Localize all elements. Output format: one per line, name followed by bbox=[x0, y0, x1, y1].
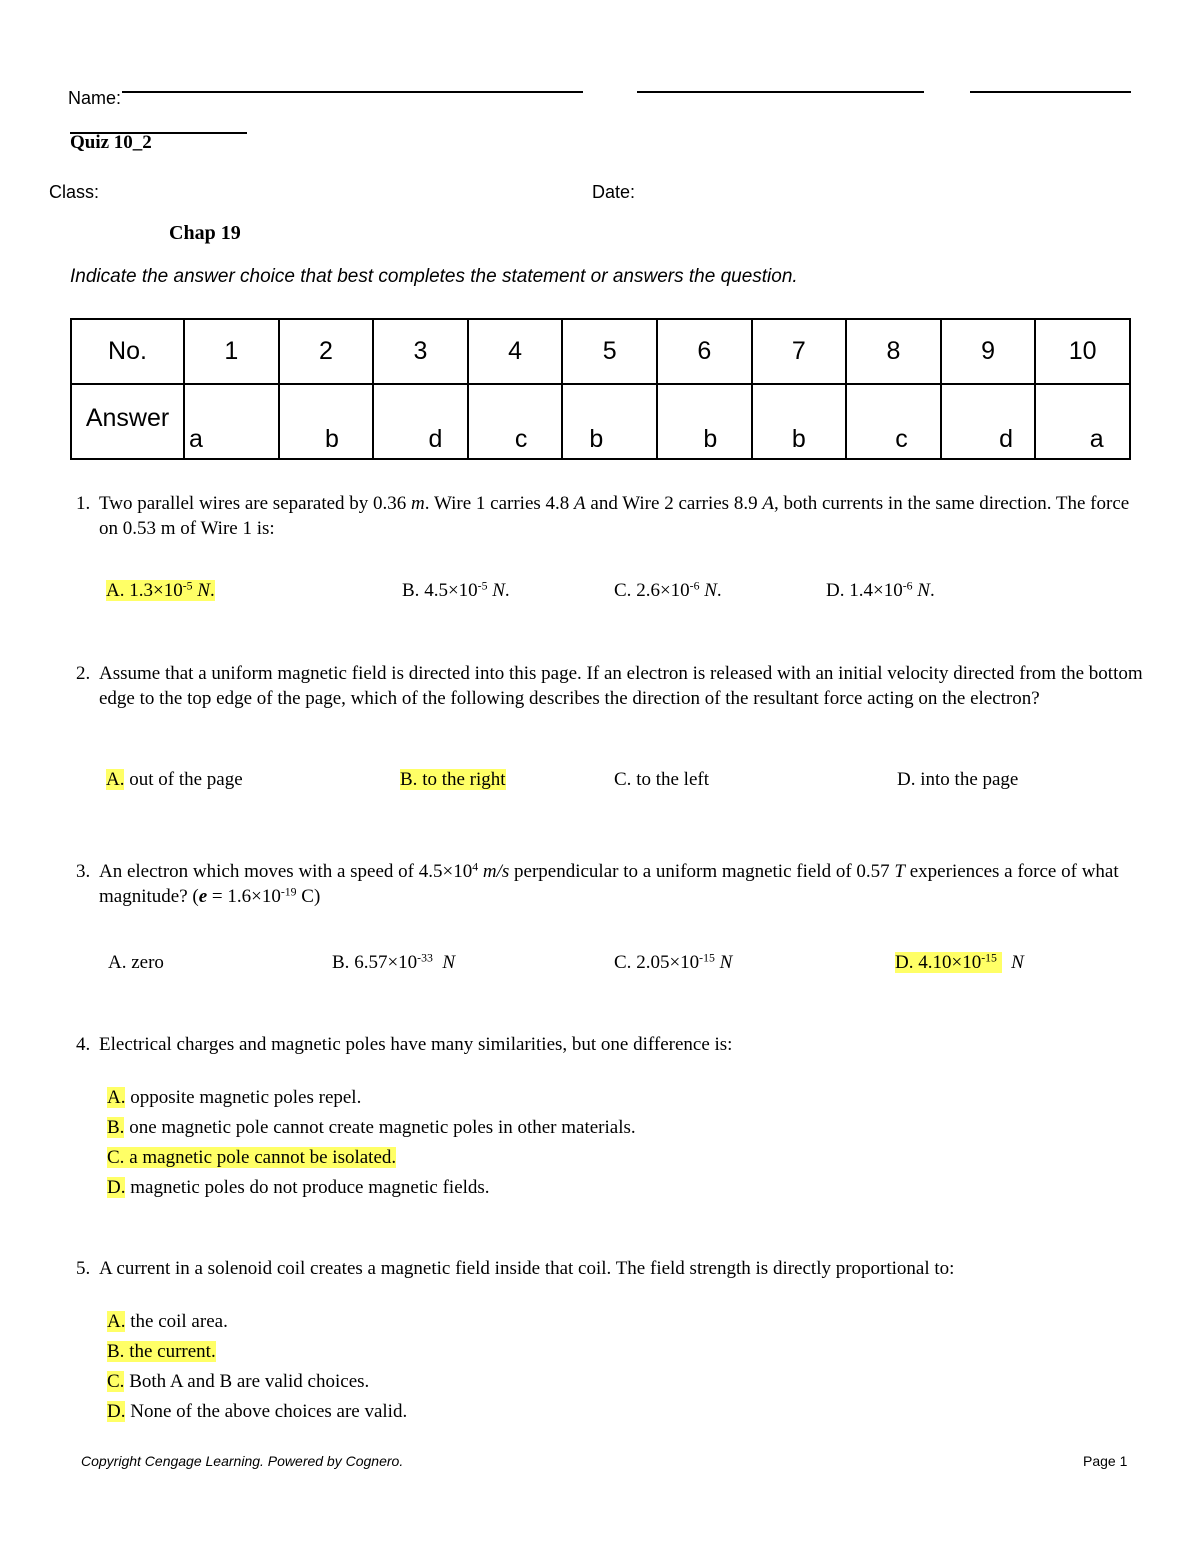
option-highlight bbox=[400, 769, 506, 790]
option-exponent: -15 bbox=[699, 951, 715, 965]
table-cell-answer: c bbox=[846, 384, 941, 459]
table-cell-number: 10 bbox=[1035, 319, 1130, 384]
table-cell-number: 1 bbox=[184, 319, 279, 384]
table-cell-answer: a bbox=[1035, 384, 1130, 459]
option-exponent: -15 bbox=[981, 951, 997, 965]
option-exponent: -33 bbox=[417, 951, 433, 965]
q4-option-d[interactable] bbox=[107, 1176, 490, 1200]
option-value: 6.57×10 bbox=[349, 952, 418, 973]
option-text: opposite magnetic poles repel. bbox=[125, 1087, 362, 1108]
option-text: to the right bbox=[417, 769, 506, 790]
q3-option-a[interactable] bbox=[108, 951, 164, 975]
table-cell-number: 2 bbox=[279, 319, 374, 384]
q2-option-d[interactable] bbox=[897, 768, 1018, 792]
q3-option-b[interactable] bbox=[332, 951, 455, 975]
stem-text: . Wire 1 carries 4.8 bbox=[424, 493, 575, 514]
option-letter: C. bbox=[107, 1371, 125, 1392]
stem-text: Two parallel wires are separated by 0.36 bbox=[99, 493, 412, 514]
question-3 bbox=[76, 859, 1146, 909]
unit: N bbox=[704, 580, 717, 601]
q4-option-a[interactable] bbox=[107, 1086, 361, 1110]
question-stem: Assume that a uniform magnetic field is directed into this page. If an electron is released with an initial velocity directed from the bottom edge to the top edge of the page, which of the following describes the direction of the resultant force acting on the electron? bbox=[99, 663, 1143, 709]
q4-option-b[interactable] bbox=[107, 1116, 636, 1140]
table-cell-number: 7 bbox=[752, 319, 847, 384]
unit: m bbox=[411, 493, 425, 514]
option-end: . bbox=[716, 580, 722, 601]
question-number: 3. bbox=[76, 861, 91, 882]
option-letter: C. bbox=[614, 580, 632, 601]
stem-text: An electron which moves with a speed of 4.5×10 bbox=[99, 861, 473, 882]
unit: N bbox=[442, 952, 456, 973]
table-cell-number: 3 bbox=[373, 319, 468, 384]
q3-option-d[interactable] bbox=[895, 951, 1024, 975]
option-value: 1.3×10 bbox=[129, 580, 183, 601]
table-header-answer: Answer bbox=[71, 384, 184, 459]
question-2 bbox=[76, 661, 1146, 711]
option-end: . bbox=[929, 580, 935, 601]
blank-line-3 bbox=[970, 91, 1131, 93]
question-stem bbox=[76, 491, 1146, 541]
option-letter: C. bbox=[107, 1147, 125, 1168]
option-letter: B. bbox=[332, 952, 350, 973]
table-cell-answer: d bbox=[941, 384, 1036, 459]
question-number: 5. bbox=[76, 1258, 91, 1279]
table-cell-answer: a bbox=[184, 384, 279, 459]
table-cell-answer: b bbox=[562, 384, 657, 459]
question-number: 1. bbox=[76, 493, 91, 514]
unit: N bbox=[1011, 952, 1024, 973]
q2-option-c[interactable] bbox=[614, 768, 709, 792]
exponent: 4 bbox=[472, 860, 479, 874]
stem-text: and Wire 2 carries 8.9 bbox=[585, 493, 763, 514]
option-text: a magnetic pole cannot be isolated. bbox=[124, 1147, 397, 1168]
name-label: Name: bbox=[68, 88, 122, 108]
table-cell-answer: b bbox=[657, 384, 752, 459]
unit: N bbox=[492, 580, 505, 601]
option-highlight bbox=[107, 1341, 216, 1362]
table-cell-number: 8 bbox=[846, 319, 941, 384]
exponent: -19 bbox=[280, 885, 297, 899]
option-exponent: -5 bbox=[182, 579, 193, 593]
q1-option-b[interactable] bbox=[402, 579, 510, 603]
table-cell-answer: b bbox=[279, 384, 374, 459]
name-line bbox=[122, 91, 583, 93]
option-letter: A. bbox=[106, 580, 125, 601]
table-cell-number: 9 bbox=[941, 319, 1036, 384]
question-stem bbox=[76, 859, 1146, 909]
option-letter: C. bbox=[614, 769, 632, 790]
option-text: to the left bbox=[631, 769, 709, 790]
table-cell-number: 6 bbox=[657, 319, 752, 384]
option-letter: D. bbox=[826, 580, 845, 601]
q4-option-c[interactable] bbox=[107, 1146, 396, 1170]
option-exponent: -5 bbox=[477, 579, 488, 593]
option-end: . bbox=[209, 580, 215, 601]
option-letter: D. bbox=[107, 1177, 126, 1198]
option-letter: B. bbox=[400, 769, 418, 790]
class-label: Class: bbox=[49, 182, 100, 202]
unit: N bbox=[719, 952, 733, 973]
question-1 bbox=[76, 491, 1146, 541]
q1-option-c[interactable] bbox=[614, 579, 722, 603]
unit: N bbox=[197, 580, 210, 601]
option-value: 1.4×10 bbox=[849, 580, 903, 601]
option-text: None of the above choices are valid. bbox=[125, 1401, 408, 1422]
question-stem: A current in a solenoid coil creates a magnetic field inside that coil. The field strength is directly proportional to: bbox=[99, 1258, 955, 1279]
q5-option-b[interactable] bbox=[107, 1340, 216, 1364]
question-5 bbox=[76, 1256, 1146, 1281]
option-letter: B. bbox=[107, 1117, 125, 1138]
variable: e bbox=[198, 886, 208, 907]
table-header-no: No. bbox=[71, 319, 184, 384]
q2-option-a[interactable] bbox=[106, 768, 243, 792]
option-highlight bbox=[107, 1147, 396, 1168]
option-value: 4.10×10 bbox=[913, 952, 982, 973]
option-end: . bbox=[504, 580, 510, 601]
question-stem: Electrical charges and magnetic poles have many similarities, but one difference is: bbox=[99, 1034, 733, 1055]
option-text: the current. bbox=[124, 1341, 216, 1362]
table-cell-answer: b bbox=[752, 384, 847, 459]
unit: T bbox=[894, 861, 905, 882]
option-highlight bbox=[106, 580, 215, 601]
instructions: Indicate the answer choice that best completes the statement or answers the question. bbox=[70, 266, 798, 287]
option-letter: D. bbox=[897, 769, 916, 790]
option-text: magnetic poles do not produce magnetic fields. bbox=[125, 1177, 490, 1198]
table-cell-number: 4 bbox=[468, 319, 563, 384]
question-4 bbox=[76, 1032, 1146, 1057]
option-highlight bbox=[895, 952, 1002, 973]
chapter-heading: Chap 19 bbox=[169, 222, 241, 244]
table-cell-answer: d bbox=[373, 384, 468, 459]
stem-text: , both currents in the same direction. The force on 0.53 m of Wire 1 is: bbox=[99, 493, 1130, 539]
option-value: 2.05×10 bbox=[631, 952, 700, 973]
option-letter: B. bbox=[107, 1341, 125, 1362]
q5-option-a[interactable] bbox=[107, 1310, 228, 1334]
option-letter: A. bbox=[108, 952, 127, 973]
option-letter: C. bbox=[614, 952, 632, 973]
q2-option-b[interactable] bbox=[400, 768, 506, 792]
option-value: 4.5×10 bbox=[424, 580, 478, 601]
option-text: into the page bbox=[915, 769, 1019, 790]
copyright-footer: Copyright Cengage Learning. Powered by Cognero. bbox=[81, 1453, 404, 1469]
option-letter: B. bbox=[402, 580, 420, 601]
q5-option-d[interactable] bbox=[107, 1400, 407, 1424]
option-text: one magnetic pole cannot create magnetic poles in other materials. bbox=[124, 1117, 636, 1138]
unit: N bbox=[917, 580, 930, 601]
option-text: Both A and B are valid choices. bbox=[124, 1371, 370, 1392]
unit: m/s bbox=[482, 861, 510, 882]
page-number: Page 1 bbox=[1083, 1453, 1128, 1469]
table-cell-answer: c bbox=[468, 384, 563, 459]
quiz-title: Quiz 10_2 bbox=[70, 132, 152, 153]
q5-option-c[interactable] bbox=[107, 1370, 369, 1394]
option-exponent: -6 bbox=[902, 579, 913, 593]
option-value: 2.6×10 bbox=[636, 580, 690, 601]
option-text: zero bbox=[126, 952, 164, 973]
stem-text: experiences a force of what magnitude? ( bbox=[99, 861, 1119, 907]
option-exponent: -6 bbox=[689, 579, 700, 593]
question-number: 2. bbox=[76, 663, 91, 684]
unit: A bbox=[574, 493, 586, 514]
unit: A bbox=[762, 493, 774, 514]
date-label: Date: bbox=[592, 182, 636, 202]
option-letter: A. bbox=[107, 1087, 126, 1108]
option-letter: D. bbox=[895, 952, 914, 973]
answer-table bbox=[70, 318, 1131, 460]
option-text: the coil area. bbox=[125, 1311, 228, 1332]
option-letter: D. bbox=[107, 1401, 126, 1422]
option-text: out of the page bbox=[124, 769, 243, 790]
stem-text: perpendicular to a uniform magnetic field of 0.57 bbox=[509, 861, 895, 882]
q3-option-c[interactable] bbox=[614, 951, 732, 975]
table-cell-number: 5 bbox=[562, 319, 657, 384]
blank-line-2 bbox=[637, 91, 924, 93]
q1-option-d[interactable] bbox=[826, 579, 935, 603]
q1-option-a[interactable] bbox=[106, 579, 215, 603]
table-row-numbers bbox=[71, 319, 1130, 384]
table-row-answers bbox=[71, 384, 1130, 459]
stem-text: = 1.6×10 bbox=[207, 886, 281, 907]
option-letter: A. bbox=[106, 769, 125, 790]
option-letter: A. bbox=[107, 1311, 126, 1332]
stem-text: C) bbox=[296, 886, 321, 907]
question-number: 4. bbox=[76, 1034, 91, 1055]
